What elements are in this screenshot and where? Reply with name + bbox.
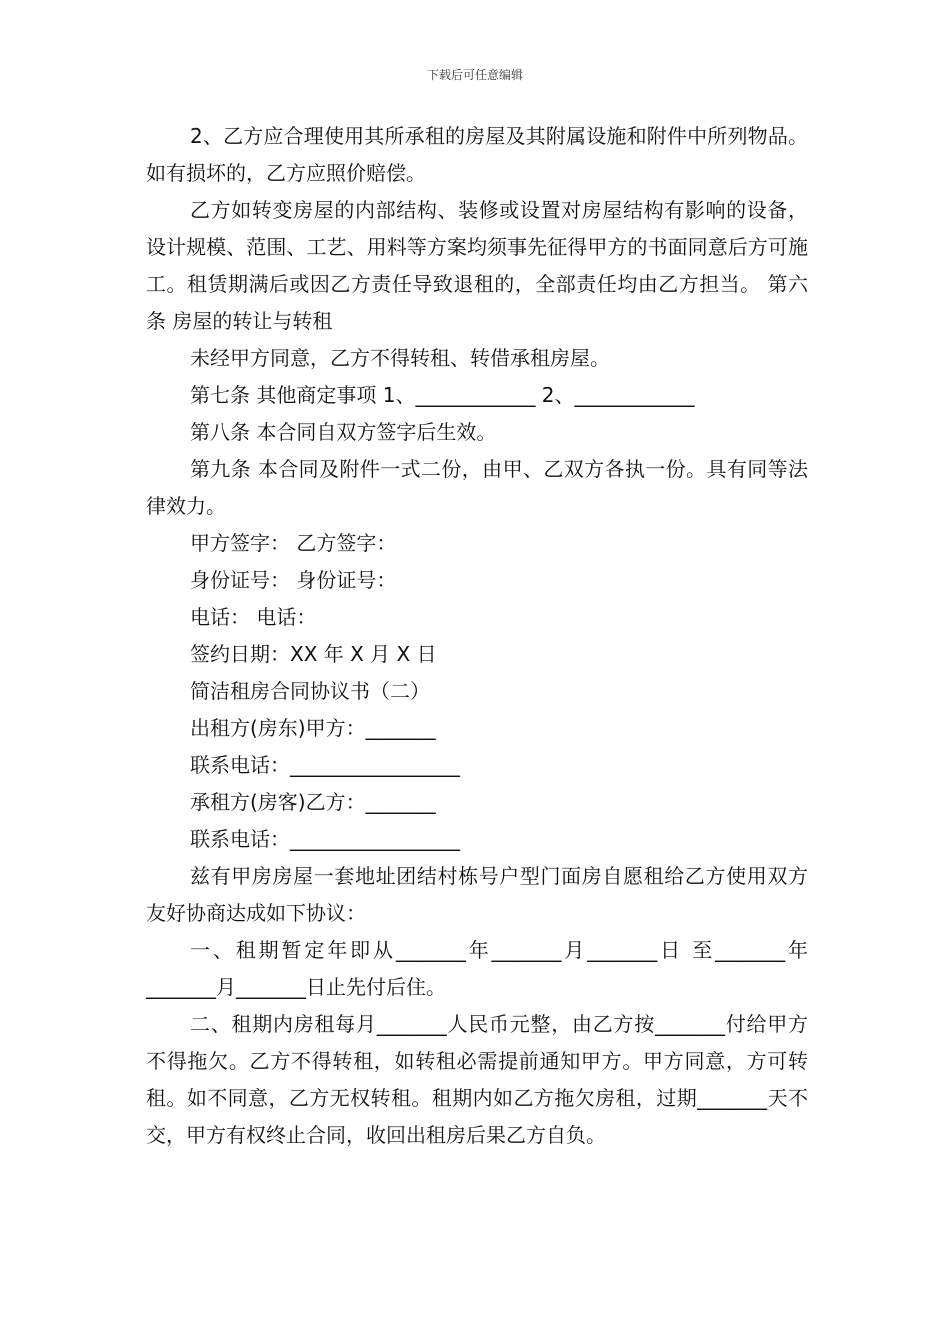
lessee-line: 承租方(房客)乙方：_______ <box>190 790 436 814</box>
page-header: 下载后可任意编辑 <box>426 68 523 82</box>
clause-damage-compensation: 2、乙方应合理使用其所承租的房屋及其附属设施和附件中所列物品。如有损坏的，乙方应照价赔偿。 <box>146 124 808 185</box>
clause-eight-effective: 第八条 本合同自双方签字后生效。 <box>190 420 497 444</box>
signature-line: 甲方签字： 乙方签字： <box>190 531 397 555</box>
signing-date-line: 签约日期：XX 年 X 月 X 日 <box>190 642 437 666</box>
document-body <box>146 118 808 1154</box>
second-contract-title: 简洁租房合同协议书（二） <box>190 679 430 703</box>
phone-line: 电话： 电话： <box>190 605 317 629</box>
clause-no-sublet: 未经甲方同意，乙方不得转租、转借承租房屋。 <box>190 346 610 370</box>
lessor-line: 出租方(房东)甲方：_______ <box>190 716 436 740</box>
clause-structure-change: 乙方如转变房屋的内部结构、装修或设置对房屋结构有影响的设备，设计规模、范围、工艺、用料等方案均须事先征得甲方的书面同意后方可施工。租赁期满后或因乙方责任导致退租的，全部责任均由乙方担当。 第六条 房屋的转让与转租 <box>146 198 808 333</box>
clause-two-rent: 二、租期内房租每月_______人民币元整，由乙方按_______付给甲方不得拖欠。乙方不得转租，如转租必需提前通知甲方。甲方同意，方可转租。如不同意，乙方无权转租。租期内如乙方拖欠房租，过期_______天不交，甲方有权终止合同，收回出租房后果乙方自负。 <box>146 1012 808 1147</box>
lessor-phone-line: 联系电话：_________________ <box>190 753 460 777</box>
lessee-phone-line: 联系电话：_________________ <box>190 827 460 851</box>
clause-seven-other-matters: 第七条 其他商定事项 1、____________ 2、____________ <box>190 383 695 407</box>
clause-nine-copies: 第九条 本合同及附件一式二份，由甲、乙双方各执一份。具有同等法律效力。 <box>146 457 808 518</box>
id-number-line: 身份证号： 身份证号： <box>190 568 397 592</box>
property-description: 兹有甲房房屋一套地址团结村栋号户型门面房自愿租给乙方使用双方友好协商达成如下协议： <box>146 864 808 925</box>
clause-one-term: 一、租期暂定年即从_______年_______月_______日 至_______年_______月_______日止先付后住。 <box>146 938 808 999</box>
